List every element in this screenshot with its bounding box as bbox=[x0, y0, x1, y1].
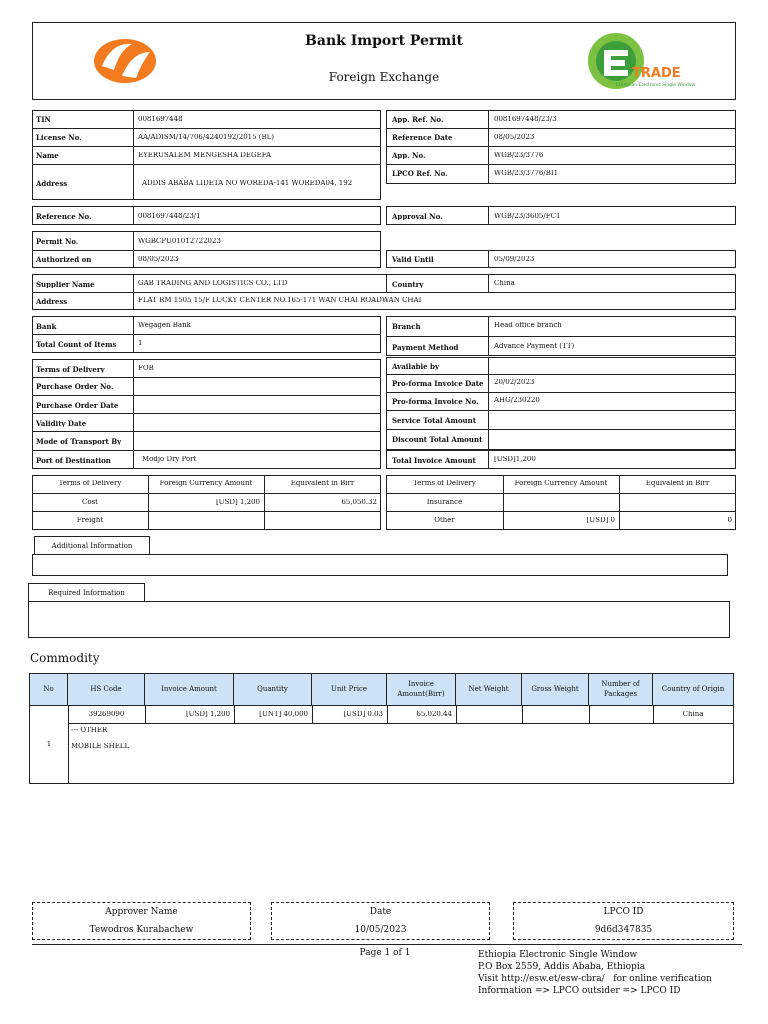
approval-no-label: Approval No. bbox=[392, 213, 443, 220]
required-info-field bbox=[28, 601, 730, 638]
col-net-weight: Net Weight bbox=[456, 674, 522, 705]
address-value: ADDIS ABABA LIDETA NO WOREDA-141 WOREDA04, 192 bbox=[142, 180, 353, 187]
footer-divider bbox=[32, 944, 742, 945]
contact-line: Ethiopia Electronic Single Window bbox=[478, 950, 638, 960]
contact-line: Information => LPCO outsider => LPCO ID bbox=[478, 986, 681, 996]
additional-info-tab: Additional Information bbox=[34, 536, 150, 555]
license-value: AA/ADISM/14/706/4240192/2015 (BL) bbox=[138, 134, 275, 141]
supplier-address-label: Address bbox=[36, 298, 68, 305]
proforma-no-value: AHG/230220 bbox=[494, 397, 540, 404]
insurance-label: Insurance bbox=[426, 499, 463, 506]
purchase-order-no-label: Purchase Order No. bbox=[36, 383, 114, 390]
col-invoice-amount: Invoice Amount bbox=[145, 674, 234, 705]
address-label: Address bbox=[36, 180, 68, 187]
page-title: Bank Import Permit bbox=[305, 33, 463, 49]
other-label: Other bbox=[434, 517, 455, 524]
approver-label: Approver Name bbox=[105, 907, 178, 917]
costs-right-header: Foreign Currency Amount bbox=[514, 480, 608, 487]
approver-name: Tewodros Kurabachew bbox=[89, 925, 194, 935]
commodity-title: Commodity bbox=[30, 651, 100, 665]
supplier-name-label: Supplier Name bbox=[36, 281, 95, 288]
validity-date-label: Validity Date bbox=[36, 420, 87, 427]
etrade-tagline: Ethiopian Electronic Single Window bbox=[616, 83, 696, 88]
app-ref-label: App. Ref. No. bbox=[392, 116, 444, 123]
supplier-address-value: FLAT RM 1505 15/F LUCKY CENTER NO.165-171 WAN CHAI ROADWAN CHAI bbox=[138, 297, 422, 304]
lpco-value: 9d6d347835 bbox=[594, 925, 653, 935]
costs-right-header: Terms of Delivery bbox=[413, 480, 476, 487]
page-number: Page 1 of 1 bbox=[359, 948, 411, 958]
total-items-label: Total Count of Items bbox=[36, 341, 117, 348]
purchase-order-date-label: Purchase Order Date bbox=[36, 402, 119, 409]
tin-value: 0081697448 bbox=[138, 116, 183, 123]
branch-value: Head office branch bbox=[494, 322, 562, 329]
approval-no-value: WGB/23/3605/FC1 bbox=[494, 213, 561, 220]
port-of-destination-label: Port of Destination bbox=[36, 457, 111, 464]
costs-left-header: Terms of Delivery bbox=[58, 480, 122, 487]
bank-value: Wegagen Bank bbox=[138, 322, 191, 329]
country-label: Country bbox=[392, 281, 424, 288]
lpco-ref-label: LPCO Ref. No. bbox=[392, 170, 448, 177]
commodity-invoice-birr: 65,020.44 bbox=[416, 711, 452, 718]
date-value: 10/05/2023 bbox=[354, 925, 407, 935]
permit-no-value: WGBCPU01012722023 bbox=[138, 238, 221, 245]
commodity-unit-price: [USD] 0.03 bbox=[343, 711, 383, 718]
app-no-value: WGB/23/3776 bbox=[494, 152, 544, 159]
app-ref-value: 0081697448/23/3 bbox=[494, 116, 557, 123]
col-gross-weight: Gross Weight bbox=[522, 674, 589, 705]
col-no: No bbox=[30, 674, 68, 705]
total-items-value: 1 bbox=[138, 340, 143, 347]
proforma-date-value: 20/02/2023 bbox=[494, 379, 535, 386]
bank-label: Bank bbox=[36, 323, 57, 330]
page-subtitle: Foreign Exchange bbox=[328, 70, 440, 84]
additional-info-field bbox=[32, 554, 728, 576]
other-foreign: [USD] 0 bbox=[586, 517, 615, 524]
terms-of-delivery-value: FOB bbox=[138, 365, 154, 372]
col-invoice-birr: Invoice Amount(Birr) bbox=[387, 674, 456, 705]
mode-of-transport-label: Mode of Transport By bbox=[36, 438, 122, 445]
country-value: China bbox=[494, 280, 515, 287]
license-label: License No. bbox=[36, 134, 82, 141]
cost-label: Cost bbox=[82, 499, 98, 506]
payment-method-value: Advance Payment (TT) bbox=[494, 343, 575, 350]
reference-no-value: 0081697448/23/1 bbox=[138, 213, 201, 220]
valid-until-value: 05/09/2023 bbox=[494, 256, 535, 263]
col-hs-code: HS Code bbox=[68, 674, 145, 705]
other-birr: 0 bbox=[727, 517, 732, 524]
available-by-label: Available by bbox=[392, 363, 440, 370]
discount-total-label: Discount Total Amount bbox=[392, 436, 483, 443]
col-packages: Number of Packages bbox=[589, 674, 653, 705]
commodity-invoice-amount: [USD] 1,200 bbox=[185, 711, 230, 718]
commodity-origin: China bbox=[682, 711, 704, 718]
permit-no-label: Permit No. bbox=[36, 238, 79, 245]
name-value: EYERUSALEM MENGESHA DEGEFA bbox=[138, 152, 272, 159]
date-label: Date bbox=[369, 907, 392, 917]
terms-of-delivery-label: Terms of Delivery bbox=[36, 366, 105, 373]
lpco-ref-value: WGB/23/3776/BI1 bbox=[494, 170, 559, 177]
delivery-box bbox=[32, 359, 381, 469]
commodity-desc-line1: --- OTHER bbox=[71, 727, 108, 734]
proforma-no-label: Pro-forma Invoice No. bbox=[392, 398, 479, 405]
tin-label: TIN bbox=[36, 116, 51, 123]
reference-date-label: Reference Date bbox=[392, 134, 453, 141]
col-origin: Country of Origin bbox=[653, 674, 733, 705]
etrade-logo-text: TRADE bbox=[632, 66, 681, 81]
valid-until-label: Valid Until bbox=[392, 256, 434, 263]
commodity-desc-line2: MOBILE SHELL bbox=[71, 743, 130, 750]
reference-no-label: Reference No. bbox=[36, 213, 92, 220]
etrade-logo bbox=[586, 30, 706, 94]
col-unit-price: Unit Price bbox=[312, 674, 387, 705]
reference-date-value: 08/05/2023 bbox=[494, 134, 535, 141]
required-info-tab: Required Information bbox=[28, 583, 145, 602]
service-total-label: Service Total Amount bbox=[392, 417, 476, 424]
total-invoice-value: [USD]1,200 bbox=[494, 456, 536, 463]
commodity-quantity: [UNT] 40,000 bbox=[259, 711, 308, 718]
authorized-on-value: 08/05/2023 bbox=[138, 256, 179, 263]
cost-birr: 65,050.32 bbox=[341, 499, 377, 506]
app-no-label: App. No. bbox=[392, 152, 426, 159]
branch-label: Branch bbox=[392, 323, 421, 330]
payment-method-label: Payment Method bbox=[392, 344, 459, 351]
col-quantity: Quantity bbox=[234, 674, 312, 705]
costs-left-header: Equivalent in Birr bbox=[290, 480, 355, 487]
costs-right-header: Equivalent in Birr bbox=[645, 480, 710, 487]
freight-label: Freight bbox=[76, 517, 104, 524]
supplier-name-value: GAB TRADING AND LOGISTICS CO., LTD bbox=[138, 280, 288, 287]
commodity-hs-code: 39269090 bbox=[88, 711, 125, 718]
lpco-label: LPCO ID bbox=[603, 907, 644, 917]
commodity-row-no: 1 bbox=[46, 741, 52, 748]
contact-line: Visit http://esw.et/esw-cbra/ for online verification bbox=[478, 974, 712, 984]
costs-left-header: Foreign Currency Amount bbox=[159, 480, 253, 487]
proforma-date-label: Pro-forma Invoice Date bbox=[392, 380, 484, 387]
cost-foreign: [USD] 1,200 bbox=[215, 499, 260, 506]
port-of-destination-value: Modjo Dry Port bbox=[142, 456, 197, 463]
authorized-on-label: Authorized on bbox=[36, 256, 92, 263]
contact-line: P.O Box 2559, Addis Ababa, Ethiopia bbox=[478, 962, 646, 972]
name-label: Name bbox=[36, 152, 59, 159]
total-invoice-label: Total Invoice Amount bbox=[392, 457, 476, 464]
